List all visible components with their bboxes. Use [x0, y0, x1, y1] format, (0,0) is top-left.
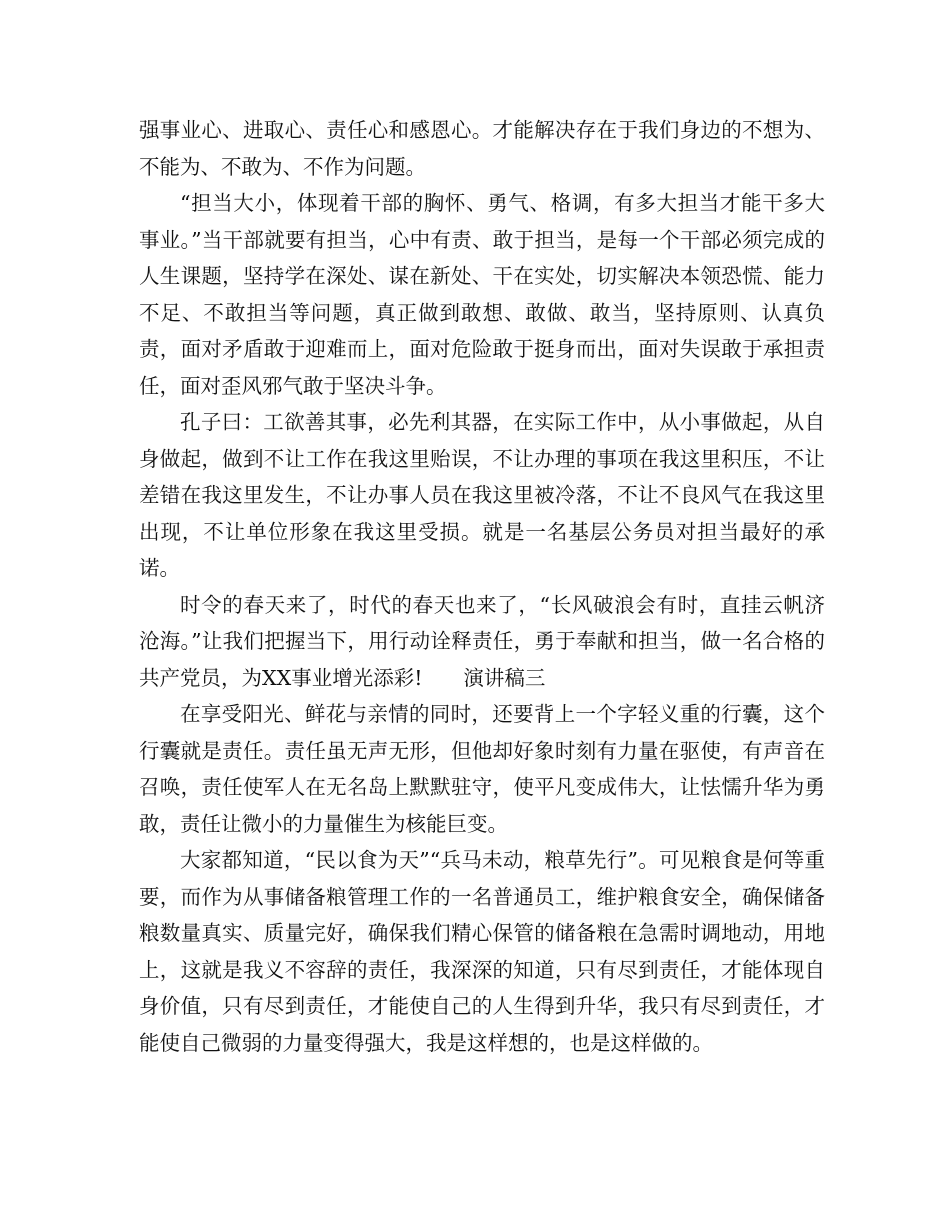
paragraph-6: 大家都知道，“民以食为天”“兵马未动，粮草先行”。可见粮食是何等重要，而作为从事储备粮管理工作的一名普通员工，维护粮食安全，确保储备粮数量真实、质量完好，确保我们精心保管的储备粮在急需时调地动，用地上，这就是我义不容辞的责任，我深深的知道，只有尽到责任，才能体现自身价值，只有尽到责任，才能使自己的人生得到升华，我只有尽到责任，才能使自己微弱的力量变得强大，我是这样想的，也是这样做的。 [139, 848, 825, 1055]
paragraph-1: 强事业心、进取心、责任心和感恩心。才能解决存在于我们身边的不想为、不能为、不敢为、不作为问题。 [139, 118, 825, 179]
paragraph-4: 时令的春天来了，时代的春天也来了，“长风破浪会有时，直挂云帆济沧海。”让我们把握当下，用行动诠释责任，勇于奉献和担当，做一名合格的共产党员，为XX事业增光添彩! 演讲稿三 [139, 592, 825, 690]
document-page [139, 112, 825, 1061]
paragraph-2: “担当大小，体现着干部的胸怀、勇气、格调，有多大担当才能干多大事业。”当干部就要有担当，心中有责、敢于担当，是每一个干部必须完成的人生课题，坚持学在深处、谋在新处、干在实处，切实解决本领恐慌、能力不足、不敢担当等问题，真正做到敢想、敢做、敢当，坚持原则、认真负责，面对矛盾敢于迎难而上，面对危险敢于挺身而出，面对失误敢于承担责任，面对歪风邪气敢于坚决斗争。 [139, 191, 825, 398]
paragraph-3: 孔子曰：工欲善其事，必先利其器，在实际工作中，从小事做起，从自身做起，做到不让工作在我这里贻误，不让办理的事项在我这里积压，不让差错在我这里发生，不让办事人员在我这里被冷落，不让不良风气在我这里出现，不让单位形象在我这里受损。就是一名基层公务员对担当最好的承诺。 [139, 410, 825, 580]
paragraph-5: 在享受阳光、鲜花与亲情的同时，还要背上一个字轻义重的行囊，这个行囊就是责任。责任虽无声无形，但他却好象时刻有力量在驱使，有声音在召唤，责任使军人在无名岛上默默驻守，使平凡变成伟大，让怯懦升华为勇敢，责任让微小的力量催生为核能巨变。 [139, 702, 825, 836]
